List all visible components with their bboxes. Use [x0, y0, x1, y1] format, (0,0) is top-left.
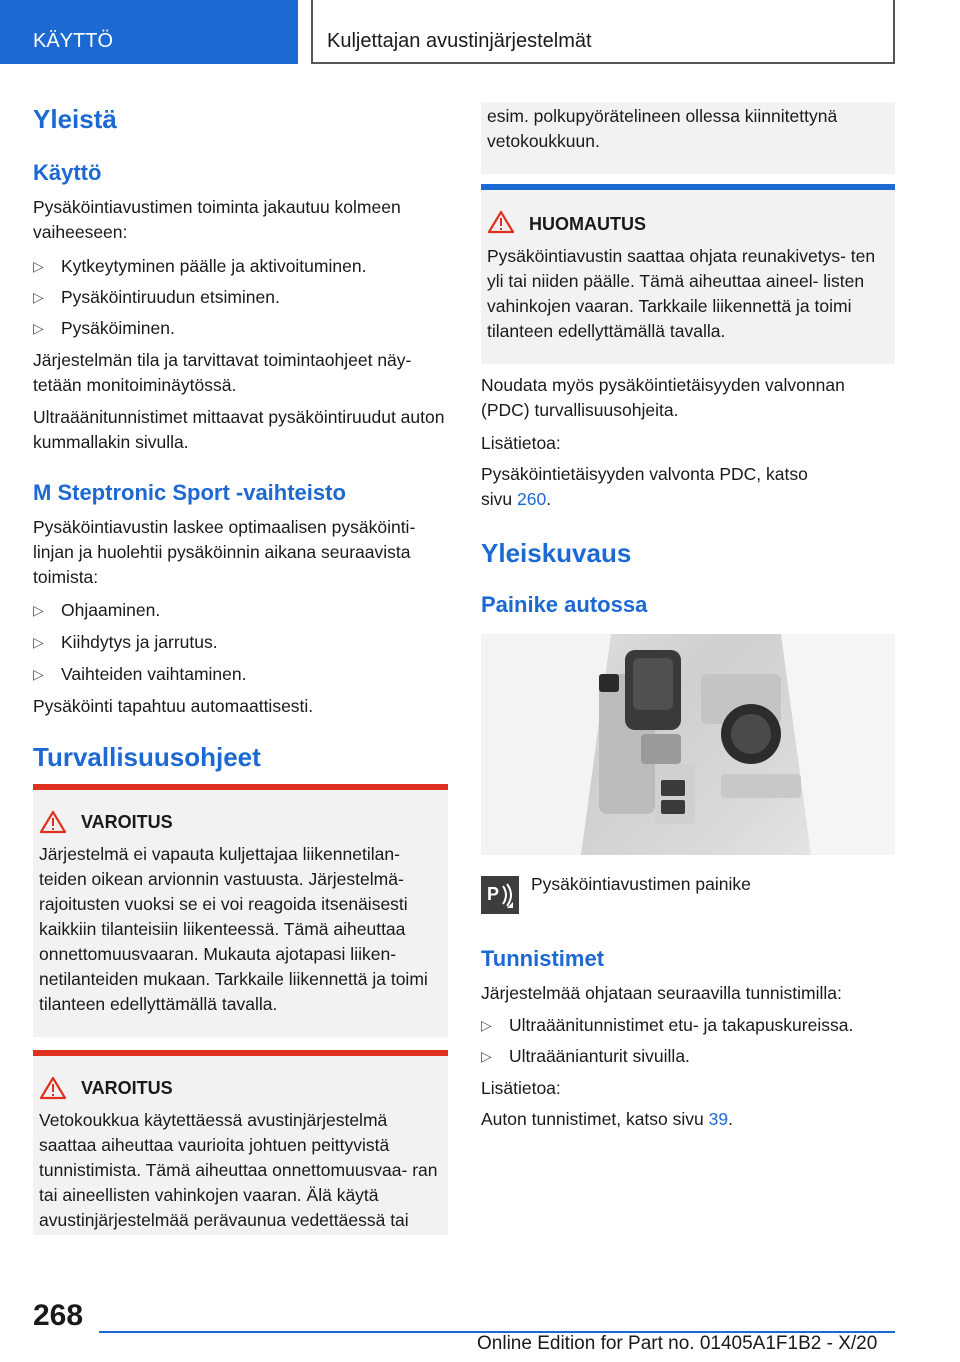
header-chapter: Kuljettajan avustinjärjestelmät — [311, 0, 895, 64]
list-item: ▷ Ultraäänianturit sivuilla. — [481, 1044, 896, 1069]
page-link[interactable]: 39 — [708, 1109, 729, 1129]
bullet-icon: ▷ — [33, 634, 44, 650]
bullet-icon: ▷ — [33, 602, 44, 618]
bullet-icon: ▷ — [33, 666, 44, 682]
list-item: ▷ Ultraäänitunnistimet etu- ja takapuskureissa. — [481, 1013, 896, 1038]
bullet-icon: ▷ — [481, 1017, 492, 1033]
paragraph: Pysäköintiavustimen toiminta jakautuu kolmeen vaiheeseen: — [33, 197, 401, 242]
bullet-icon: ▷ — [33, 289, 44, 305]
list-item: ▷ Pysäköintiruudun etsiminen. — [33, 285, 448, 310]
heading-yleiskuvaus: Yleiskuvaus — [481, 538, 632, 568]
paragraph: Noudata myös pysäköintietäisyyden valvonnan (PDC) turvallisuusohjeita. — [481, 375, 845, 420]
heading-tunnistimet: Tunnistimet — [481, 946, 605, 971]
warning-title: VAROITUS — [81, 812, 173, 832]
warning-box — [33, 784, 448, 1037]
bullet-icon: ▷ — [33, 320, 44, 336]
page-number: 268 — [33, 1299, 84, 1332]
heading-painike: Painike autossa — [481, 592, 648, 617]
list-item: ▷ Pysäköiminen. — [33, 316, 448, 341]
console-photo — [481, 634, 895, 855]
paragraph: Lisätietoa: — [481, 1078, 561, 1098]
paragraph: Pysäköinti tapahtuu automaattisesti. — [33, 696, 314, 716]
warning-title: VAROITUS — [81, 1078, 173, 1098]
paragraph: Pysäköintietäisyyden valvonta PDC, katso sivu 260. — [481, 464, 808, 509]
list-item: ▷ Kytkeytyminen päälle ja aktivoituminen. — [33, 254, 448, 279]
heading-yleista: Yleistä — [33, 104, 117, 134]
bullet-icon: ▷ — [481, 1048, 492, 1064]
footer-edition: Online Edition for Part no. 01405A1F1B2 - X/20 — [477, 1333, 878, 1354]
note-bar — [481, 184, 895, 190]
note-box — [481, 184, 895, 364]
warning-triangle-icon — [39, 810, 67, 834]
warning-continued-box — [481, 102, 895, 174]
warning-text: Vetokoukkua käytettäessä avustinjärjestelmä saattaa aiheuttaa vaurioita johtuen peittyvistä tunnistimista. Tämä aiheuttaa onnettomuusvaa- ran tai aineellisten vahinkojen vaaran. Älä käytä avustinjärjestelmää perävaunua vedettäessä tai — [39, 1110, 438, 1230]
list-item: ▷ Kiihdytys ja jarrutus. — [33, 630, 448, 655]
note-text: Pysäköintiavustin saattaa ohjata reunakivetys- ten yli tai niiden päälle. Tämä aiheuttaa aineel- listen vahinkojen vaaran. Tarkkaile liikennettä ja toimi tilanteen edellyttämällä tavalla. — [487, 246, 876, 341]
center-console-image — [481, 634, 895, 855]
bullet-icon: ▷ — [33, 258, 44, 274]
list-item: ▷ Vaihteiden vaihtaminen. — [33, 662, 448, 687]
heading-kaytto: Käyttö — [33, 160, 102, 185]
warning-text: esim. polkupyörätelineen ollessa kiinnitettynä vetokoukkuun. — [487, 106, 838, 151]
warning-triangle-icon — [487, 210, 515, 234]
warning-triangle-icon — [39, 1076, 67, 1100]
paragraph: Pysäköintiavustin laskee optimaalisen pysäköinti- linjan ja huolehtii pysäköinnin aikana seuraavista toimista: — [33, 517, 416, 587]
note-title: HUOMAUTUS — [529, 214, 646, 234]
park-assist-button-icon — [481, 876, 519, 914]
paragraph: Järjestelmän tila ja tarvittavat toimintaohjeet näy- tetään monitoiminäytössä. — [33, 350, 412, 395]
warning-bar — [33, 784, 448, 790]
paragraph: Auton tunnistimet, katso sivu 39. — [481, 1109, 733, 1129]
warning-bar — [33, 1050, 448, 1056]
page-link[interactable]: 260 — [516, 489, 547, 509]
heading-turvallisuusohjeet: Turvallisuusohjeet — [33, 742, 261, 772]
list-item: ▷ Ohjaaminen. — [33, 598, 448, 623]
paragraph: Järjestelmää ohjataan seuraavilla tunnistimilla: — [481, 983, 842, 1003]
header-section: KÄYTTÖ — [0, 0, 298, 64]
heading-steptronic: M Steptronic Sport -vaihteisto — [33, 480, 346, 505]
svg-text:P: P — [487, 884, 500, 904]
paragraph: Ultraäänitunnistimet mittaavat pysäköintiruudut auton kummallakin sivulla. — [33, 407, 445, 452]
photo-caption: Pysäköintiavustimen painike — [531, 874, 751, 894]
warning-text: Järjestelmä ei vapauta kuljettajaa liikennetilan- teiden oikean arvionnin vastuusta. Järjestelmä- rajoitusten vuoksi se ei voi reagoida itsenäisesti kaikkiin tilanteisiin liikenteessä. Tämä aiheuttaa onnettomuusvaaran. Mukauta ajotapasi liiken- netilanteiden mukaan. Tarkkaile liikennettä ja toimi tilanteen edellyttämällä tavalla. — [39, 844, 428, 1014]
warning-box — [33, 1050, 448, 1235]
paragraph: Lisätietoa: — [481, 433, 561, 453]
